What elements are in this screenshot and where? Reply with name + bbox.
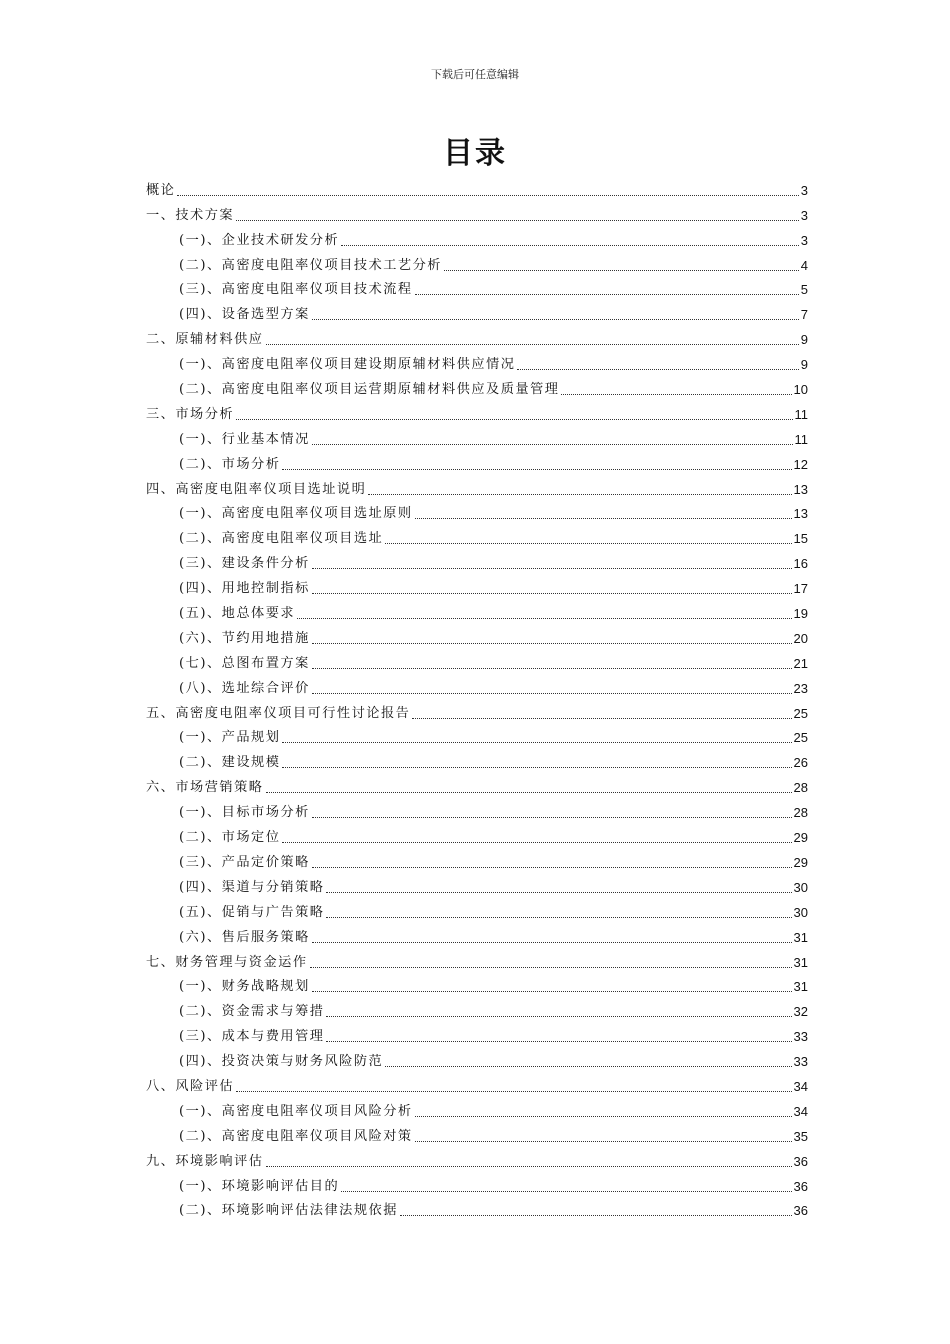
toc-entry[interactable] [146,548,808,573]
toc-entry-title: 三、市场分析 [146,406,235,422]
toc-entry[interactable] [146,1121,808,1146]
toc-entry-title: (二)、资金需求与筹措 [179,1004,325,1020]
toc-entry-page: 32 [793,1004,808,1020]
dot-leader [312,568,792,569]
toc-entry[interactable] [146,747,808,772]
dot-leader [326,917,791,918]
toc-entry-page: 7 [800,307,808,323]
toc-entry-page: 13 [793,506,808,522]
toc-entry-title: (一)、财务战略规划 [179,979,310,995]
toc-entry[interactable] [146,897,808,922]
toc-entry-page: 29 [793,830,808,846]
toc-entry[interactable] [146,1096,808,1121]
toc-entry-page: 5 [800,282,808,298]
toc-entry[interactable] [146,872,808,897]
toc-entry-title: (四)、渠道与分销策略 [179,879,325,895]
toc-entry[interactable] [146,723,808,748]
dot-leader [310,967,792,968]
toc-entry[interactable] [146,847,808,872]
dot-leader [312,942,792,943]
dot-leader [282,842,791,843]
toc-entry-page: 35 [793,1128,808,1144]
toc-entry-page: 30 [793,904,808,920]
toc-entry-title: (三)、成本与费用管理 [179,1029,325,1045]
toc-entry-page: 34 [793,1078,808,1094]
toc-entry[interactable] [146,1046,808,1071]
dot-leader [297,618,791,619]
toc-entry-title: 八、风险评估 [146,1078,235,1094]
toc-entry-title: (三)、建设条件分析 [179,556,310,572]
toc-entry-title: (一)、高密度电阻率仪项目风险分析 [179,1103,413,1119]
dot-leader [312,444,793,445]
toc-entry[interactable] [146,523,808,548]
dot-leader [561,394,791,395]
dot-leader [266,1166,792,1167]
toc-entry-title: (六)、售后服务策略 [179,929,310,945]
toc-entry-title: (一)、目标市场分析 [179,805,310,821]
page-title: 目录 [443,136,507,171]
toc-entry[interactable] [146,449,808,474]
toc-entry[interactable] [146,399,808,424]
dot-leader [415,1141,792,1142]
toc-entry-page: 36 [793,1153,808,1169]
dot-leader [341,1191,791,1192]
toc-entry-page: 36 [793,1178,808,1194]
toc-entry-title: (一)、企业技术研发分析 [179,232,340,248]
toc-entry-page: 13 [793,481,808,497]
toc-entry[interactable] [146,648,808,673]
toc-entry-title: (二)、环境影响评估法律法规依据 [179,1203,398,1219]
toc-entry-title: 七、财务管理与资金运作 [146,954,308,970]
toc-entry[interactable] [146,424,808,449]
toc-entry-title: 二、原辅材料供应 [146,332,264,348]
toc-entry[interactable] [146,996,808,1021]
toc-entry-title: (二)、建设规模 [179,755,281,771]
toc-entry-title: (七)、总图布置方案 [179,655,310,671]
toc-entry-title: (二)、市场定位 [179,830,281,846]
dot-leader [385,543,791,544]
toc-entry-title: (六)、节约用地措施 [179,630,310,646]
toc-entry[interactable] [146,374,808,399]
dot-leader [415,518,792,519]
dot-leader [312,668,792,669]
toc-entry[interactable] [146,822,808,847]
toc-entry[interactable] [146,225,808,250]
toc-entry[interactable] [146,175,808,200]
toc-entry-page: 30 [793,879,808,895]
toc-entry-title: 四、高密度电阻率仪项目选址说明 [146,481,367,497]
dot-leader [368,494,791,495]
toc-entry-title: (一)、环境影响评估目的 [179,1178,340,1194]
toc-entry[interactable] [146,698,808,723]
dot-leader [282,742,791,743]
toc-entry-page: 23 [793,680,808,696]
toc-entry-title: (四)、用地控制指标 [179,581,310,597]
toc-entry[interactable] [146,1196,808,1221]
toc-entry-page: 11 [794,431,808,447]
toc-entry[interactable] [146,797,808,822]
toc-entry[interactable] [146,772,808,797]
toc-entry[interactable] [146,474,808,499]
dot-leader [177,195,798,196]
dot-leader [312,593,792,594]
toc-entry-title: (八)、选址综合评价 [179,680,310,696]
toc-entry-title: (二)、高密度电阻率仪项目选址 [179,531,384,547]
toc-entry-page: 28 [793,780,808,796]
dot-leader [412,718,791,719]
toc-entry-page: 31 [793,979,808,995]
dot-leader [236,419,792,420]
dot-leader [312,693,792,694]
dot-leader [312,643,792,644]
toc-entry-title: (三)、高密度电阻率仪项目技术流程 [179,282,413,298]
toc-entry[interactable] [146,324,808,349]
dot-leader [266,344,799,345]
toc-entry-page: 3 [800,207,808,223]
toc-entry-page: 33 [793,1029,808,1045]
dot-leader [326,1041,791,1042]
toc-entry-page: 9 [800,332,808,348]
toc-entry[interactable] [146,299,808,324]
dot-leader [326,892,791,893]
page-header: 下载后可任意编辑 [431,68,519,81]
toc-entry[interactable] [146,250,808,275]
toc-entry-title: (五)、促销与广告策略 [179,904,325,920]
dot-leader [236,1091,791,1092]
dot-leader [266,792,792,793]
toc-entry-title: (二)、市场分析 [179,456,281,472]
toc-entry-title: (三)、产品定价策略 [179,854,310,870]
toc-entry-page: 10 [793,382,808,398]
dot-leader [415,1116,792,1117]
dot-leader [312,817,792,818]
toc-entry-title: (五)、地总体要求 [179,606,296,622]
toc-entry-page: 16 [793,556,808,572]
toc-entry-page: 31 [793,954,808,970]
toc-entry-page: 19 [793,606,808,622]
toc-entry-title: (四)、设备选型方案 [179,307,310,323]
toc-entry-title: (二)、高密度电阻率仪项目技术工艺分析 [179,257,442,273]
toc-entry-page: 28 [793,805,808,821]
toc-entry[interactable] [146,972,808,997]
dot-leader [312,991,792,992]
toc-entry-page: 3 [800,182,808,198]
dot-leader [326,1016,791,1017]
toc-entry-title: (一)、行业基本情况 [179,431,310,447]
toc-entry-page: 11 [794,406,808,422]
toc-entry-page: 4 [800,257,808,273]
toc-entry-page: 25 [793,705,808,721]
toc-entry-page: 33 [793,1054,808,1070]
toc-entry-page: 15 [793,531,808,547]
toc-entry-page: 34 [793,1103,808,1119]
toc-entry-title: (一)、高密度电阻率仪项目选址原则 [179,506,413,522]
toc-entry[interactable] [146,349,808,374]
toc-entry-title: 六、市场营销策略 [146,780,264,796]
toc-entry[interactable] [146,1146,808,1171]
toc-entry-page: 17 [793,581,808,597]
toc-entry-page: 36 [793,1203,808,1219]
toc-entry-title: (二)、高密度电阻率仪项目风险对策 [179,1128,413,1144]
dot-leader [444,270,799,271]
toc-entry[interactable] [146,947,808,972]
toc-entry-page: 21 [793,655,808,671]
toc-entry-title: 概论 [146,182,176,198]
table-of-contents [146,175,808,1220]
dot-leader [312,319,799,320]
toc-entry[interactable] [146,499,808,524]
toc-entry-title: (二)、高密度电阻率仪项目运营期原辅材料供应及质量管理 [179,382,560,398]
toc-entry-title: (一)、产品规划 [179,730,281,746]
toc-entry[interactable] [146,573,808,598]
toc-entry-page: 12 [793,456,808,472]
dot-leader [517,369,798,370]
dot-leader [341,245,799,246]
toc-entry-page: 29 [793,854,808,870]
toc-entry[interactable] [146,673,808,698]
toc-entry[interactable] [146,200,808,225]
dot-leader [400,1215,792,1216]
dot-leader [282,767,791,768]
toc-entry-page: 25 [793,730,808,746]
dot-leader [282,469,791,470]
toc-entry[interactable] [146,1021,808,1046]
toc-entry-page: 31 [793,929,808,945]
toc-entry[interactable] [146,922,808,947]
toc-entry-title: 五、高密度电阻率仪项目可行性讨论报告 [146,705,411,721]
toc-entry-page: 20 [793,630,808,646]
toc-entry-page: 26 [793,755,808,771]
toc-entry-title: 九、环境影响评估 [146,1153,264,1169]
toc-entry[interactable] [146,275,808,300]
toc-entry[interactable] [146,598,808,623]
dot-leader [236,220,799,221]
toc-entry-title: 一、技术方案 [146,207,235,223]
toc-entry[interactable] [146,1171,808,1196]
toc-entry-title: (四)、投资决策与财务风险防范 [179,1054,384,1070]
toc-entry[interactable] [146,1071,808,1096]
dot-leader [385,1066,791,1067]
toc-entry-page: 3 [800,232,808,248]
dot-leader [415,294,799,295]
toc-entry[interactable] [146,623,808,648]
toc-entry-page: 9 [800,357,808,373]
dot-leader [312,867,792,868]
toc-entry-title: (一)、高密度电阻率仪项目建设期原辅材料供应情况 [179,357,516,373]
